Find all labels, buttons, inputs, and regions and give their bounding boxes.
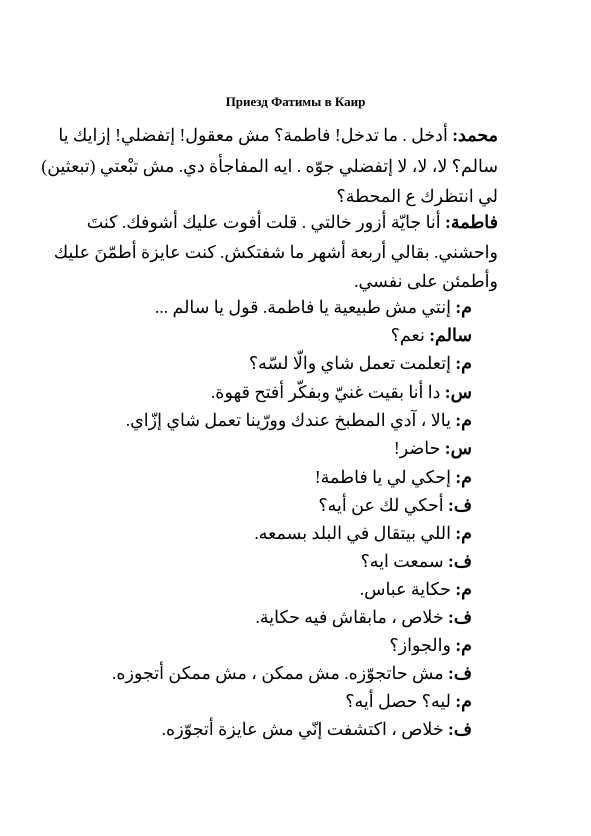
dialogue-line xyxy=(86,211,498,233)
speaker-label: م: xyxy=(455,353,472,373)
dialogue-line xyxy=(88,185,498,207)
speaker-label: محمد: xyxy=(452,125,498,145)
line-text: مش حاتجوّزه. مش ممكن ، مش ممكن أتجوزه. xyxy=(111,663,449,683)
line-text: أدخل . ما تدخل! فاطمة؟ مش معقول! إتفضلي! إزايك يا xyxy=(58,125,453,145)
dialogue-line xyxy=(41,155,498,177)
line-text: خلاص ، اكتشفت إنّي مش عايزة أتجوّزه. xyxy=(161,719,449,739)
speaker-label: م: xyxy=(455,467,472,487)
line-text: واحشني. بقالي أربعة أشهر ما شفتكش. كنت عايزة أطمّنَ عليك xyxy=(53,242,498,262)
dialogue-line xyxy=(62,381,472,403)
line-text: سمعت ايه؟ xyxy=(360,551,449,571)
line-text: إتعلمت تعمل شاي والّا لسّه؟ xyxy=(248,353,456,373)
dialogue-line xyxy=(62,662,472,684)
speaker-label: م: xyxy=(455,635,472,655)
dialogue-line xyxy=(62,718,472,740)
speaker-label: ف: xyxy=(448,607,472,627)
dialogue-line xyxy=(58,124,498,146)
line-text: خلاص ، مابقاش فيه حكاية. xyxy=(255,607,449,627)
speaker-label: فاطمة: xyxy=(445,212,498,232)
speaker-label: سالم: xyxy=(429,325,472,345)
line-text: إنتي مش طبيعية يا فاطمة. قول يا سالم ... xyxy=(154,297,456,317)
speaker-label: م: xyxy=(455,410,472,430)
line-text: وأطمئن على نفسي. xyxy=(354,271,498,291)
line-text: سالم؟ لا، لا، لا إتفضلي جوّه . ايه المفاجأة دي. مش تبْعتي (تبعثين) xyxy=(41,156,498,176)
speaker-label: ف: xyxy=(448,495,472,515)
speaker-label: س: xyxy=(444,438,472,458)
line-text: لي انتظرك ع المحطة؟ xyxy=(336,186,498,206)
speaker-label: م: xyxy=(455,579,472,599)
line-text: اللي بيتقال في البلد بسمعه. xyxy=(254,523,456,543)
dialogue-line xyxy=(62,352,472,374)
line-text: إحكي لي يا فاطمة! xyxy=(314,467,456,487)
line-text: أنا جايّة أزور خالتي . قلت أفوت عليك أشوفك. كنتَ xyxy=(86,212,446,232)
line-text: أحكي لك عن أيه؟ xyxy=(318,495,449,515)
line-text: دا أنا بقيت غنيّ وبفكّر أفتح قهوة. xyxy=(210,382,445,402)
line-text: ليه؟ حصل أيه؟ xyxy=(345,691,456,711)
dialogue-line xyxy=(62,409,472,431)
speaker-label: س: xyxy=(444,382,472,402)
speaker-label: ف: xyxy=(448,719,472,739)
dialogue-line xyxy=(62,606,472,628)
dialogue-line xyxy=(62,466,472,488)
dialogue-line xyxy=(62,578,472,600)
dialogue-line xyxy=(62,296,472,318)
document-title: Приезд Фатимы в Каир xyxy=(225,94,366,109)
dialogue-line xyxy=(62,324,472,346)
speaker-label: م: xyxy=(455,297,472,317)
speaker-label: ف: xyxy=(448,663,472,683)
line-text: والجواز؟ xyxy=(389,635,456,655)
dialogue-line xyxy=(62,690,472,712)
line-text: يالا ، آدي المطبخ عندك وورّينا تعمل شاي إزّاي. xyxy=(125,410,456,430)
line-text: حاضر! xyxy=(393,438,445,458)
speaker-label: م: xyxy=(455,523,472,543)
dialogue-line xyxy=(53,241,498,263)
speaker-label: م: xyxy=(455,691,472,711)
dialogue-line xyxy=(62,437,472,459)
dialogue-line xyxy=(62,634,472,656)
line-text: نعم؟ xyxy=(390,325,430,345)
dialogue-line xyxy=(88,270,498,292)
dialogue-line xyxy=(62,522,472,544)
dialogue-line xyxy=(62,494,472,516)
dialogue-line xyxy=(62,550,472,572)
line-text: حكاية عباس. xyxy=(359,579,456,599)
speaker-label: ف: xyxy=(448,551,472,571)
